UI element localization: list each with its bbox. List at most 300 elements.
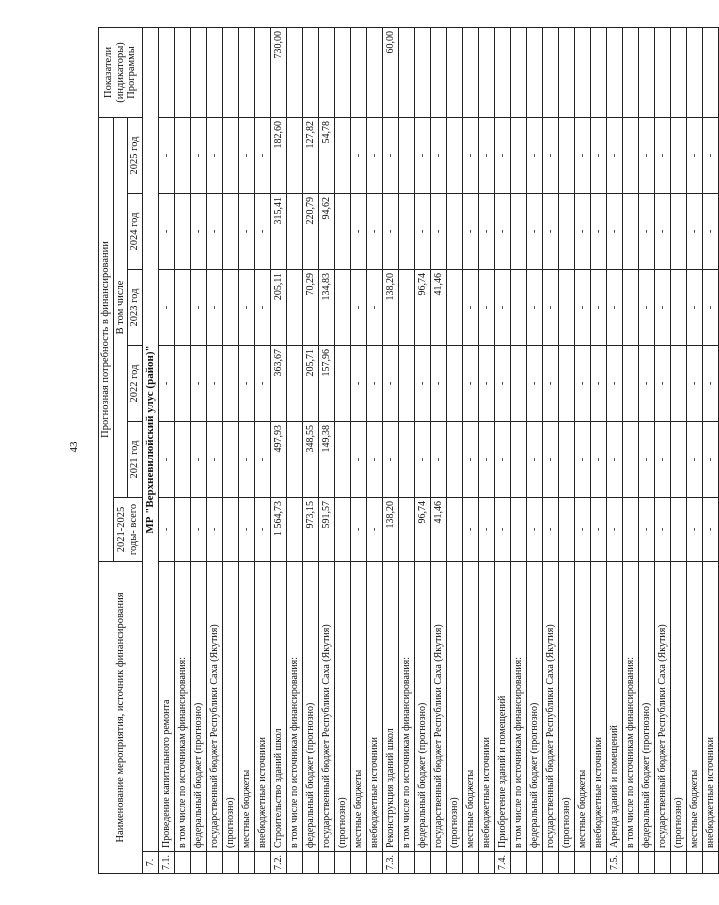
table-row xyxy=(606,27,622,873)
row-year-value xyxy=(446,270,462,346)
row-year-value: - xyxy=(494,422,510,498)
table-row xyxy=(446,27,462,873)
row-year-value xyxy=(286,346,302,422)
row-year-value: - xyxy=(254,194,270,270)
row-year-value: - xyxy=(430,346,446,422)
row-year-value: - xyxy=(206,422,222,498)
row-year-value: 348,55 xyxy=(302,422,318,498)
row-year-value: 54,78 xyxy=(318,117,334,193)
row-year-value: - xyxy=(206,270,222,346)
row-year-value: 182,60 xyxy=(270,117,286,193)
row-year-value: 70,29 xyxy=(302,270,318,346)
row-year-value: - xyxy=(350,194,366,270)
row-total-value xyxy=(222,498,238,562)
row-year-value: - xyxy=(686,117,702,193)
row-year-value: - xyxy=(158,422,174,498)
row-indicator-value xyxy=(542,27,558,117)
row-total-value: - xyxy=(158,498,174,562)
table-row xyxy=(558,27,574,873)
row-year-value: - xyxy=(414,346,430,422)
row-total-value: 973,15 xyxy=(302,498,318,562)
row-number: 7.3. xyxy=(382,852,398,874)
row-year-value: - xyxy=(430,422,446,498)
table-row xyxy=(670,27,686,873)
row-year-value: - xyxy=(254,117,270,193)
row-year-value: - xyxy=(158,346,174,422)
row-year-value: - xyxy=(526,194,542,270)
row-year-value xyxy=(446,346,462,422)
row-year-value xyxy=(398,117,414,193)
row-year-value: - xyxy=(686,346,702,422)
row-year-value xyxy=(286,117,302,193)
row-year-value xyxy=(622,270,638,346)
row-year-value xyxy=(558,117,574,193)
row-year-value: - xyxy=(542,117,558,193)
row-total-value xyxy=(174,498,190,562)
row-name: внебюджетные источники xyxy=(366,562,382,852)
row-name: федеральный бюджет (прогнозно) xyxy=(526,562,542,852)
row-name: (прогнозно) xyxy=(558,562,574,852)
row-number xyxy=(318,852,334,874)
row-name: государственный бюджет Республики Саха (Якутия) xyxy=(542,562,558,852)
row-number xyxy=(558,852,574,874)
row-year-value: - xyxy=(158,270,174,346)
row-number xyxy=(590,852,606,874)
row-year-value: - xyxy=(574,422,590,498)
row-name: Аренда зданий и помещений xyxy=(606,562,622,852)
row-indicator-value xyxy=(206,27,222,117)
row-name: (прогнозно) xyxy=(334,562,350,852)
row-indicator-value xyxy=(222,27,238,117)
row-year-value: - xyxy=(654,346,670,422)
row-year-value xyxy=(222,346,238,422)
row-year-value: - xyxy=(606,270,622,346)
row-year-value: - xyxy=(686,194,702,270)
row-indicator-value xyxy=(494,27,510,117)
row-number xyxy=(398,852,414,874)
row-year-value xyxy=(446,194,462,270)
row-year-value: - xyxy=(350,270,366,346)
row-year-value: - xyxy=(238,422,254,498)
row-year-value: - xyxy=(606,117,622,193)
row-year-value xyxy=(222,422,238,498)
header-total xyxy=(113,498,142,562)
row-year-value xyxy=(286,194,302,270)
row-indicator-value xyxy=(702,27,718,117)
row-year-value xyxy=(670,194,686,270)
row-number xyxy=(222,852,238,874)
table-row xyxy=(590,27,606,873)
row-year-value: - xyxy=(382,117,398,193)
row-year-value: - xyxy=(158,194,174,270)
row-year-value: - xyxy=(702,346,718,422)
row-indicator-value xyxy=(654,27,670,117)
row-number xyxy=(286,852,302,874)
row-year-value: - xyxy=(574,117,590,193)
row-year-value: - xyxy=(350,117,366,193)
section-title: МР "Верхневилюйский улус (район)" xyxy=(142,27,158,851)
table-row xyxy=(494,27,510,873)
row-year-value: 149,38 xyxy=(318,422,334,498)
row-indicator-value xyxy=(526,27,542,117)
row-number xyxy=(542,852,558,874)
row-year-value: - xyxy=(414,117,430,193)
row-year-value: - xyxy=(526,346,542,422)
table-row xyxy=(190,27,206,873)
row-year-value xyxy=(670,422,686,498)
row-indicator-value: 60,00 xyxy=(382,27,398,117)
table-row xyxy=(542,27,558,873)
row-year-value: - xyxy=(382,422,398,498)
row-year-value: - xyxy=(494,270,510,346)
row-number: 7.2. xyxy=(270,852,286,874)
row-name: местные бюджеты xyxy=(686,562,702,852)
row-indicator-value xyxy=(366,27,382,117)
row-year-value: - xyxy=(478,422,494,498)
row-year-value xyxy=(222,117,238,193)
row-year-value xyxy=(398,346,414,422)
table-row xyxy=(382,27,398,873)
row-total-value: - xyxy=(350,498,366,562)
table-row xyxy=(222,27,238,873)
row-year-value xyxy=(174,194,190,270)
table-row xyxy=(254,27,270,873)
header-year: 2024 год xyxy=(128,194,143,270)
header-total-years: 2021-2025 xyxy=(116,506,128,553)
row-year-value: - xyxy=(430,194,446,270)
row-number xyxy=(238,852,254,874)
row-number xyxy=(366,852,382,874)
row-name: внебюджетные источники xyxy=(702,562,718,852)
row-year-value xyxy=(398,270,414,346)
row-number xyxy=(414,852,430,874)
row-year-value: - xyxy=(254,270,270,346)
row-year-value: - xyxy=(654,117,670,193)
row-year-value xyxy=(286,270,302,346)
row-year-value: - xyxy=(462,194,478,270)
row-year-value: - xyxy=(414,194,430,270)
row-year-value: - xyxy=(574,270,590,346)
row-year-value: - xyxy=(654,194,670,270)
row-year-value: - xyxy=(158,117,174,193)
row-year-value: 220,79 xyxy=(302,194,318,270)
table-row xyxy=(270,27,286,873)
row-year-value xyxy=(558,346,574,422)
row-total-value xyxy=(622,498,638,562)
row-total-value: 41,46 xyxy=(430,498,446,562)
table-row xyxy=(686,27,702,873)
header-total-sub: годы- всего xyxy=(127,503,139,556)
row-year-value: - xyxy=(190,346,206,422)
table-row xyxy=(478,27,494,873)
header-year: 2023 год xyxy=(128,270,143,346)
row-year-value: - xyxy=(206,194,222,270)
row-year-value xyxy=(622,117,638,193)
row-year-value xyxy=(174,346,190,422)
page-number: 43 xyxy=(68,441,80,453)
row-name: местные бюджеты xyxy=(238,562,254,852)
row-name: в том числе по источникам финансирования: xyxy=(398,562,414,852)
row-indicator-value xyxy=(302,27,318,117)
table-row xyxy=(238,27,254,873)
row-year-value: - xyxy=(638,346,654,422)
row-year-value: - xyxy=(190,194,206,270)
table-row xyxy=(206,27,222,873)
row-indicator-value xyxy=(670,27,686,117)
row-indicator-value xyxy=(686,27,702,117)
row-year-value: - xyxy=(542,194,558,270)
row-year-value: 96,74 xyxy=(414,270,430,346)
row-number xyxy=(574,852,590,874)
row-total-value xyxy=(510,498,526,562)
row-year-value: - xyxy=(206,117,222,193)
row-total-value: 1 564,73 xyxy=(270,498,286,562)
row-year-value: - xyxy=(654,422,670,498)
row-number: 7.4. xyxy=(494,852,510,874)
row-year-value: - xyxy=(526,422,542,498)
row-number: 7.1. xyxy=(158,852,174,874)
row-year-value xyxy=(334,346,350,422)
row-year-value: - xyxy=(238,346,254,422)
row-year-value: - xyxy=(606,422,622,498)
row-year-value: - xyxy=(462,346,478,422)
row-number xyxy=(670,852,686,874)
row-number xyxy=(478,852,494,874)
table-row xyxy=(414,27,430,873)
row-year-value: - xyxy=(686,422,702,498)
row-year-value: 205,11 xyxy=(270,270,286,346)
row-year-value: - xyxy=(606,194,622,270)
row-year-value xyxy=(622,422,638,498)
row-indicator-value xyxy=(574,27,590,117)
row-number xyxy=(174,852,190,874)
row-year-value xyxy=(398,194,414,270)
row-year-value: - xyxy=(366,270,382,346)
row-name: внебюджетные источники xyxy=(478,562,494,852)
row-indicator-value xyxy=(638,27,654,117)
row-year-value xyxy=(222,194,238,270)
row-indicator-value xyxy=(558,27,574,117)
header-indicators: Показатели (индикаторы) Программы xyxy=(99,27,143,117)
header-forecast-group: Прогнозная потребность в финансировании xyxy=(99,117,114,561)
row-total-value: - xyxy=(462,498,478,562)
row-name: внебюджетные источники xyxy=(590,562,606,852)
table-row xyxy=(510,27,526,873)
row-name: местные бюджеты xyxy=(462,562,478,852)
row-name: государственный бюджет Республики Саха (Якутия) xyxy=(206,562,222,852)
financing-table xyxy=(98,27,719,874)
row-year-value: - xyxy=(686,270,702,346)
row-total-value: - xyxy=(686,498,702,562)
row-year-value: - xyxy=(366,194,382,270)
row-indicator-value xyxy=(398,27,414,117)
row-name: (прогнозно) xyxy=(446,562,462,852)
row-year-value xyxy=(334,270,350,346)
row-year-value: - xyxy=(702,117,718,193)
row-year-value: - xyxy=(590,346,606,422)
row-year-value: - xyxy=(190,270,206,346)
row-total-value: - xyxy=(606,498,622,562)
row-total-value: - xyxy=(366,498,382,562)
row-year-value xyxy=(334,194,350,270)
row-total-value: - xyxy=(494,498,510,562)
row-year-value: - xyxy=(590,270,606,346)
header-year: 2025 год xyxy=(128,117,143,193)
row-year-value xyxy=(334,422,350,498)
table-row xyxy=(174,27,190,873)
row-total-value: - xyxy=(638,498,654,562)
row-total-value: - xyxy=(238,498,254,562)
row-year-value: 157,96 xyxy=(318,346,334,422)
row-total-value xyxy=(286,498,302,562)
row-year-value: - xyxy=(430,117,446,193)
row-name: Реконструкция зданий школ xyxy=(382,562,398,852)
row-total-value xyxy=(446,498,462,562)
section-row xyxy=(142,27,158,873)
row-year-value: - xyxy=(366,422,382,498)
row-number: 7.5. xyxy=(606,852,622,874)
row-name: местные бюджеты xyxy=(350,562,366,852)
row-number xyxy=(430,852,446,874)
row-total-value xyxy=(398,498,414,562)
section-number: 7. xyxy=(142,852,158,874)
table-row xyxy=(398,27,414,873)
row-year-value: - xyxy=(574,194,590,270)
row-name: федеральный бюджет (прогнозно) xyxy=(302,562,318,852)
row-year-value: - xyxy=(702,422,718,498)
table-row xyxy=(318,27,334,873)
row-year-value: - xyxy=(382,346,398,422)
row-indicator-value xyxy=(606,27,622,117)
row-year-value xyxy=(622,194,638,270)
row-year-value: - xyxy=(526,117,542,193)
row-year-value xyxy=(174,270,190,346)
row-name: местные бюджеты xyxy=(574,562,590,852)
row-number xyxy=(190,852,206,874)
row-year-value: 138,20 xyxy=(382,270,398,346)
row-year-value xyxy=(510,194,526,270)
row-total-value: - xyxy=(654,498,670,562)
row-year-value: - xyxy=(238,194,254,270)
row-number xyxy=(302,852,318,874)
row-number xyxy=(462,852,478,874)
header-year: 2021 год xyxy=(128,422,143,498)
row-name: в том числе по источникам финансирования: xyxy=(286,562,302,852)
row-number xyxy=(510,852,526,874)
row-total-value xyxy=(670,498,686,562)
row-year-value: - xyxy=(590,422,606,498)
row-indicator-value xyxy=(158,27,174,117)
row-number xyxy=(206,852,222,874)
table-row xyxy=(158,27,174,873)
row-total-value: - xyxy=(526,498,542,562)
row-name: государственный бюджет Республики Саха (Якутия) xyxy=(318,562,334,852)
row-year-value: 41,46 xyxy=(430,270,446,346)
row-year-value: 205,71 xyxy=(302,346,318,422)
table-row xyxy=(622,27,638,873)
row-name: (прогнозно) xyxy=(670,562,686,852)
table-row xyxy=(638,27,654,873)
row-indicator-value xyxy=(190,27,206,117)
row-year-value: - xyxy=(350,422,366,498)
row-indicator-value xyxy=(510,27,526,117)
row-number xyxy=(638,852,654,874)
row-indicator-value: 730,00 xyxy=(270,27,286,117)
row-year-value: - xyxy=(254,422,270,498)
rotated-table-container xyxy=(98,28,716,874)
row-year-value: - xyxy=(190,117,206,193)
row-total-value xyxy=(334,498,350,562)
row-name: в том числе по источникам финансирования: xyxy=(622,562,638,852)
row-year-value: - xyxy=(638,422,654,498)
row-number xyxy=(254,852,270,874)
table-row xyxy=(350,27,366,873)
row-number xyxy=(686,852,702,874)
row-indicator-value xyxy=(446,27,462,117)
row-year-value: - xyxy=(350,346,366,422)
row-name: внебюджетные источники xyxy=(254,562,270,852)
row-total-value: 138,20 xyxy=(382,498,398,562)
row-indicator-value xyxy=(238,27,254,117)
row-number xyxy=(446,852,462,874)
row-indicator-value xyxy=(350,27,366,117)
row-indicator-value xyxy=(430,27,446,117)
row-total-value: - xyxy=(206,498,222,562)
row-year-value: - xyxy=(702,194,718,270)
row-indicator-value xyxy=(254,27,270,117)
row-name: в том числе по источникам финансирования: xyxy=(510,562,526,852)
row-year-value: 363,67 xyxy=(270,346,286,422)
row-year-value: - xyxy=(478,346,494,422)
row-name: федеральный бюджет (прогнозно) xyxy=(190,562,206,852)
row-year-value xyxy=(510,270,526,346)
row-year-value: - xyxy=(542,346,558,422)
row-total-value: 591,57 xyxy=(318,498,334,562)
row-indicator-value xyxy=(174,27,190,117)
row-year-value: - xyxy=(206,346,222,422)
row-name: Проведение капитального ремонта xyxy=(158,562,174,852)
row-indicator-value xyxy=(590,27,606,117)
row-year-value xyxy=(334,117,350,193)
row-year-value xyxy=(622,346,638,422)
row-name: Приобретение зданий и помещений xyxy=(494,562,510,852)
row-name: федеральный бюджет (прогнозно) xyxy=(638,562,654,852)
header-name-column: Наименование мероприятия, источник финансирования xyxy=(99,562,143,874)
table-row xyxy=(286,27,302,873)
row-number xyxy=(526,852,542,874)
row-year-value: - xyxy=(238,117,254,193)
row-year-value xyxy=(558,422,574,498)
table-row xyxy=(702,27,718,873)
row-year-value: - xyxy=(606,346,622,422)
row-year-value: - xyxy=(478,194,494,270)
row-total-value xyxy=(558,498,574,562)
row-year-value: - xyxy=(526,270,542,346)
table-row xyxy=(302,27,318,873)
row-year-value: - xyxy=(638,117,654,193)
row-total-value: 96,74 xyxy=(414,498,430,562)
row-indicator-value xyxy=(334,27,350,117)
row-year-value xyxy=(446,422,462,498)
row-year-value: - xyxy=(702,270,718,346)
row-year-value: 94,62 xyxy=(318,194,334,270)
row-number xyxy=(654,852,670,874)
row-year-value: - xyxy=(494,346,510,422)
row-year-value: - xyxy=(462,270,478,346)
row-name: федеральный бюджет (прогнозно) xyxy=(414,562,430,852)
row-year-value xyxy=(222,270,238,346)
row-indicator-value xyxy=(478,27,494,117)
